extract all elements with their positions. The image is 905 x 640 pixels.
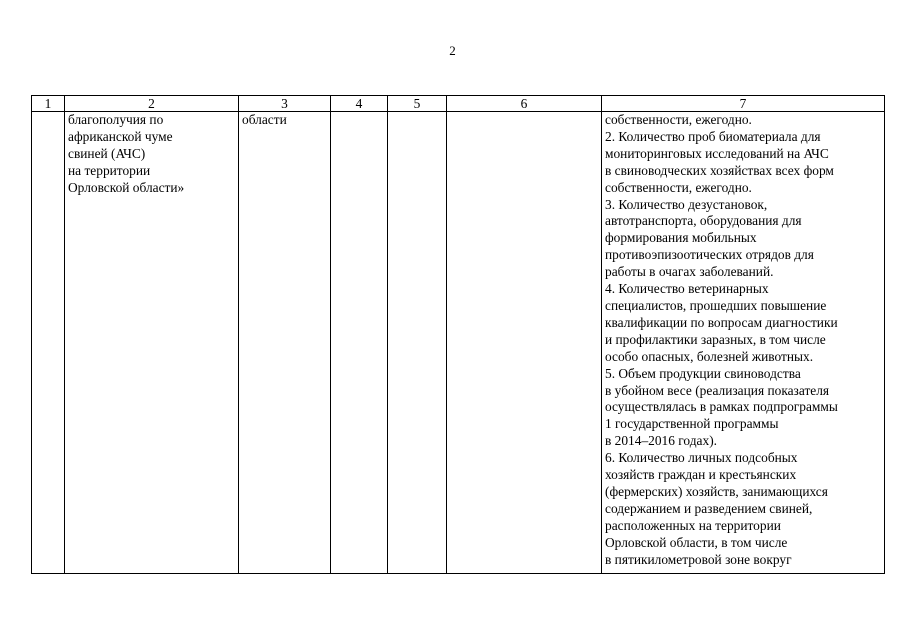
table-row [32, 112, 885, 574]
text-line: в пятикилометровой зоне вокруг [605, 551, 792, 567]
text-line: работы в очагах заболеваний. [605, 264, 774, 280]
text-line: 6. Количество личных подсобных [605, 450, 798, 466]
cell-col-6 [447, 112, 602, 574]
text-line: в убойном весе (реализация показателя [605, 382, 830, 398]
header-col-4: 4 [331, 96, 388, 112]
text-line: 2. Количество проб биоматериала для [605, 128, 821, 144]
text-line: Орловской области, в том числе [605, 534, 788, 550]
text-line: автотранспорта, оборудования для [605, 213, 802, 229]
text-line: в 2014–2016 годах). [605, 433, 718, 449]
text-line: 3. Количество дезустановок, [605, 196, 768, 212]
text-line: формирования мобильных [605, 230, 757, 246]
header-col-3: 3 [239, 96, 331, 112]
text-line: 4. Количество ветеринарных [605, 281, 769, 297]
text-line: противоэпизоотических отрядов для [605, 247, 814, 263]
text-line: собственности, ежегодно. [605, 179, 752, 195]
header-col-1: 1 [32, 96, 65, 112]
cell-col-5 [388, 112, 447, 574]
header-col-7: 7 [602, 96, 885, 112]
text-line: области [242, 112, 287, 127]
text-line: Орловской области» [68, 179, 185, 195]
text-line: квалификации по вопросам диагностики [605, 314, 838, 330]
cell-col-7 [602, 112, 885, 574]
text-line: мониторинговых исследований на АЧС [605, 145, 829, 161]
text-line: свиней (АЧС) [68, 145, 146, 161]
text-line: благополучия по [68, 112, 164, 127]
text-line: 1 государственной программы [605, 416, 779, 432]
text-line: африканской чуме [68, 128, 173, 144]
text-line: осуществлялась в рамках подпрограммы [605, 399, 838, 415]
text-line: специалистов, прошедших повышение [605, 297, 827, 313]
header-col-6: 6 [447, 96, 602, 112]
text-line: и профилактики заразных, в том числе [605, 331, 826, 347]
text-line: содержанием и разведением свиней, [605, 500, 813, 516]
cell-col-3 [239, 112, 331, 574]
cell-col-4 [331, 112, 388, 574]
table-header-row [32, 96, 885, 112]
text-line: особо опасных, болезней животных. [605, 348, 814, 364]
text-line: на территории [68, 162, 151, 178]
text-line: (фермерских) хозяйств, занимающихся [605, 483, 828, 499]
header-col-2: 2 [65, 96, 239, 112]
cell-col-1 [32, 112, 65, 574]
text-line: хозяйств граждан и крестьянских [605, 467, 797, 483]
cell-col-2 [65, 112, 239, 574]
text-line: 5. Объем продукции свиноводства [605, 365, 801, 381]
text-line: расположенных на территории [605, 517, 781, 533]
header-col-5: 5 [388, 96, 447, 112]
text-line: собственности, ежегодно. [605, 112, 752, 127]
document-table [31, 95, 885, 574]
page-number: 2 [449, 43, 456, 58]
text-line: в свиноводческих хозяйствах всех форм [605, 162, 834, 178]
